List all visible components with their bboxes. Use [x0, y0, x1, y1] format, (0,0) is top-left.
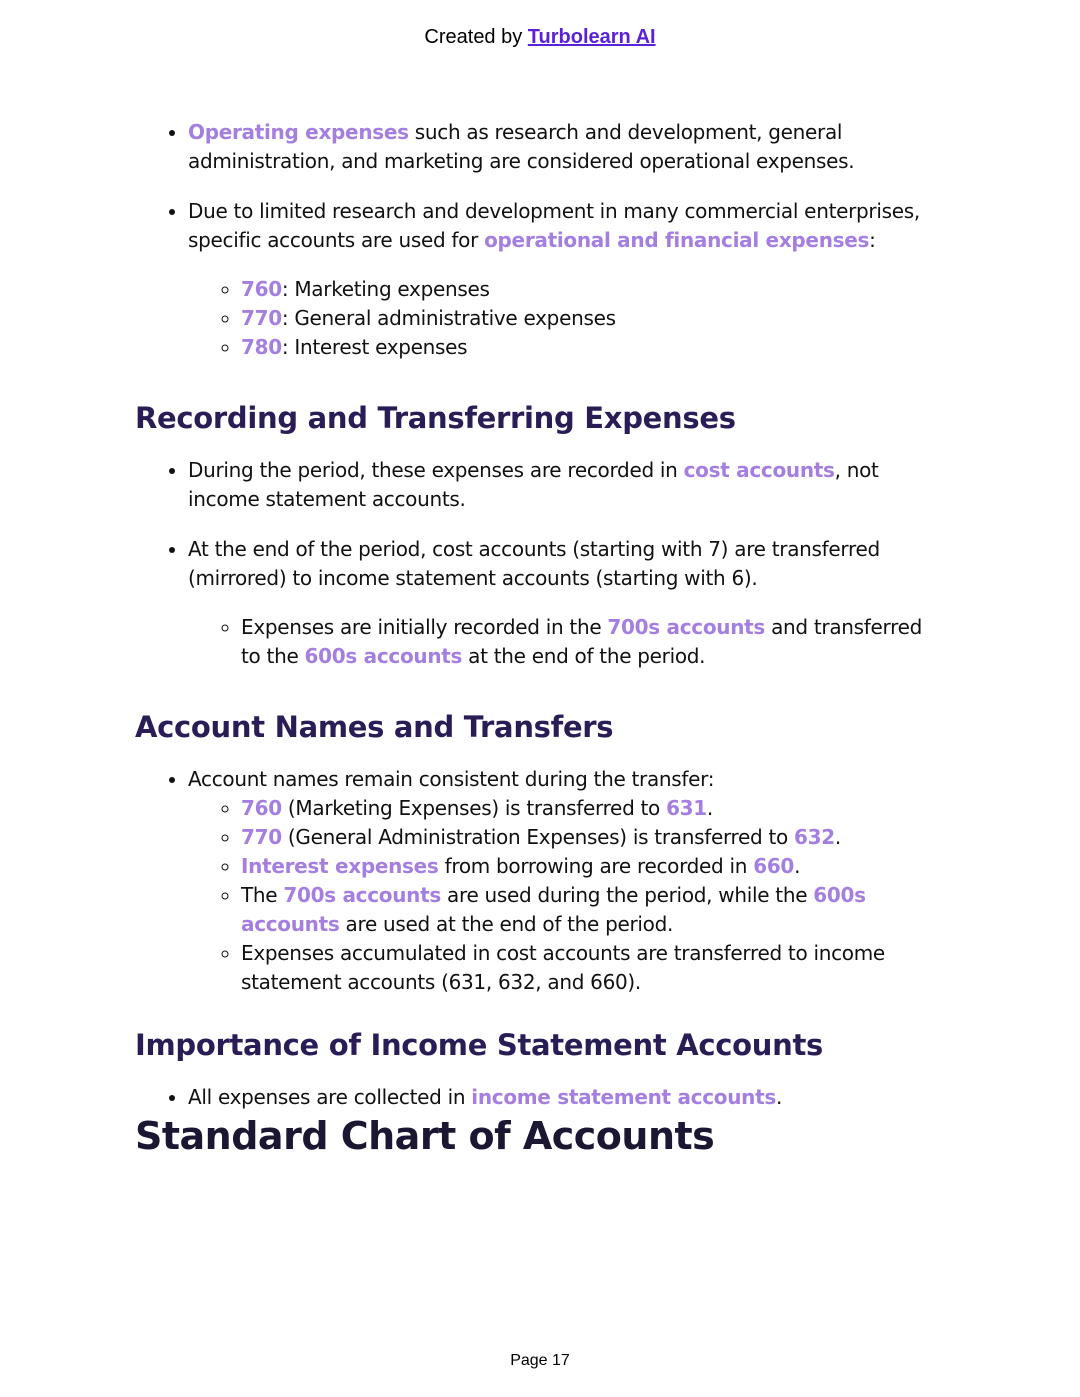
- chapter-heading: Standard Chart of Accounts: [135, 1114, 715, 1158]
- section-heading: Recording and Transferring Expenses: [135, 401, 736, 435]
- page-number: Page 17: [510, 1352, 570, 1369]
- highlight: operational and financial expenses: [484, 228, 870, 252]
- header-prefix: Created by: [424, 26, 528, 48]
- list-item: • During the period, these expenses are recorded in cost accounts, not income statement accounts.: [188, 456, 935, 514]
- importance-list: [135, 1083, 935, 1112]
- names-list: [135, 765, 935, 997]
- list-item: • All expenses are collected in income statement accounts.: [188, 1083, 935, 1112]
- list-item: ◦ Interest expenses from borrowing are recorded in 660.: [241, 852, 935, 881]
- section-heading: Importance of Income Statement Accounts: [135, 1028, 823, 1062]
- section-heading: Account Names and Transfers: [135, 710, 614, 744]
- turbolearn-link[interactable]: Turbolearn AI: [527, 26, 656, 48]
- highlight: Operating expenses: [188, 120, 409, 144]
- page-header: [0, 26, 1080, 49]
- intro-list: [135, 118, 935, 362]
- account-list: [188, 275, 935, 362]
- list-item: • Due to limited research and development in many commercial enterprises, specific accounts are used for operational and financial expenses: ◦ 760: Marketing expenses ◦ 770: General administrative expenses ◦ 780: Interest expenses: [188, 197, 935, 362]
- list-item: ◦ 770 (General Administration Expenses) is transferred to 632.: [241, 823, 935, 852]
- list-item: ◦ 770: General administrative expenses: [241, 304, 935, 333]
- list-item: ◦ 760 (Marketing Expenses) is transferred to 631.: [241, 794, 935, 823]
- recording-list: [135, 456, 935, 671]
- list-item: ◦ Expenses are initially recorded in the 700s accounts and transferred to the 600s accounts at the end of the period.: [241, 613, 935, 671]
- sub-list: [188, 794, 935, 997]
- sub-list: [188, 613, 935, 671]
- list-item: ◦ 760: Marketing expenses: [241, 275, 935, 304]
- list-item: ◦ The 700s accounts are used during the period, while the 600s accounts are used at the end of the period.: [241, 881, 935, 939]
- list-item: • At the end of the period, cost accounts (starting with 7) are transferred (mirrored) to income statement accounts (starting with 6). ◦ Expenses are initially recorded in the 700s accounts and transferred to the 600s accounts at the end of the period.: [188, 535, 935, 671]
- list-item: ◦ 780: Interest expenses: [241, 333, 935, 362]
- document-content: [135, 118, 935, 1158]
- list-item: • Account names remain consistent during the transfer: ◦ 760 (Marketing Expenses) is transferred to 631. ◦ 770 (General Administration Expenses) is transferred to 632. ◦ Interest expenses from borrowing are recorded in 660. ◦ The 700s accounts are used during the period, while the 600s accounts are used at the end of the period. ◦ Expenses accumulated in cost accounts are transferred to income statement accounts (631, 632, and 660).: [188, 765, 935, 997]
- list-item: • Operating expenses such as research and development, general administration, and marketing are considered operational expenses.: [188, 118, 935, 176]
- list-item: ◦ Expenses accumulated in cost accounts are transferred to income statement accounts (631, 632, and 660).: [241, 939, 935, 997]
